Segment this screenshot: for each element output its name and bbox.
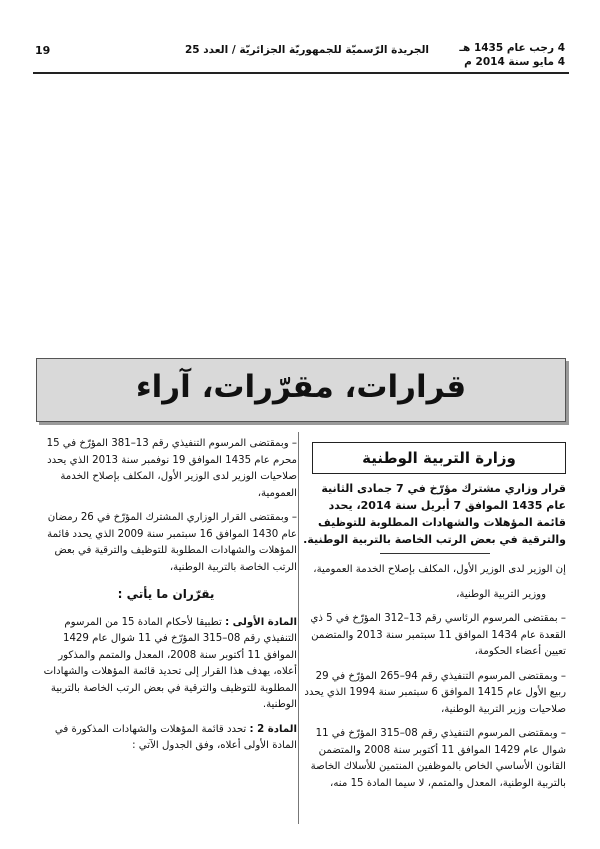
header-divider <box>33 72 569 74</box>
right-column-body <box>300 562 566 800</box>
journal-title: الجريدة الرّسميّة للجمهوريّة الجزائريّة / العدد 25 <box>185 44 429 56</box>
article-2 <box>35 722 297 755</box>
preamble-paragraph: – وبمقتضى المرسوم التنفيذي رقم 13–381 المؤرّخ في 15 محرم عام 1435 الموافق 19 نوفمبر سنة 2013 الذي يحدد صلاحيات الوزير لدى الوزير الأول، المكلف بإصلاح الخدمة العمومية، <box>46 438 297 499</box>
ministry-box <box>312 442 566 474</box>
preamble-paragraph: ووزير التربية الوطنية، <box>456 588 546 600</box>
section-title: قرارات، مقرّرات، آراء <box>135 369 467 405</box>
ministry-title: وزارة التربية الوطنية <box>362 449 516 467</box>
article-2-label: المادة 2 : <box>249 723 297 735</box>
article-1-text: تطبيقا لأحكام المادة 15 من المرسوم التنفيذي رقم 08–315 المؤرّخ في 11 شوال عام 1429 الموافق 11 أكتوبر سنة 2008، المعدل والمتمم والمذكور أعلاه، يهدف هذا القرار إلى تحديد قائمة المؤهلات والشهادات المطلوبة للتوظيف والترقية في بعض الرتب الخاصة بالتربية الوطنية. <box>43 616 297 710</box>
article-1 <box>35 615 297 714</box>
preamble-paragraph: إن الوزير لدى الوزير الأول، المكلف بإصلاح الخدمة العمومية، <box>313 564 566 575</box>
preamble-paragraph: – وبمقتضى القرار الوزاري المشترك المؤرّخ في 26 رمضان عام 1430 الموافق 16 سبتمبر سنة 2009 الذي يحدد قائمة المؤهلات والشهادات المطلوبة للتوظيف والترقية في بعض الرتب الخاصة بالتربية الوطنية، <box>47 512 297 573</box>
section-banner <box>36 358 566 422</box>
date-gregorian: 4 مايو سنة 2014 م <box>464 56 565 68</box>
left-column-body <box>35 436 297 763</box>
preamble-paragraph: – وبمقتضى المرسوم التنفيذي رقم 08–315 المؤرّخ في 11 شوال عام 1429 الموافق 11 أكتوبر سنة 2008 والمتضمن القانون الأساسي الخاص بالموظفين المنتمين للأسلاك الخاصة بالتربية الوطنية، المعدل والمتمم، لا سيما المادة 15 منه، <box>310 728 566 789</box>
preamble-paragraph: – وبمقتضى المرسوم التنفيذي رقم 94–265 المؤرّخ في 29 ربيع الأول عام 1415 الموافق 6 سبتمبر سنة 1994 الذي يحدد صلاحيات وزير التربية الوطنية، <box>304 670 566 715</box>
column-divider <box>298 432 299 824</box>
date-hijri: 4 رجب عام 1435 هـ <box>459 42 565 54</box>
preamble-paragraph: – بمقتضى المرسوم الرئاسي رقم 13–312 المؤرّخ في 5 ذي القعدة عام 1434 الموافق 11 سبتمبر سنة 2013 والمتضمن تعيين أعضاء الحكومة، <box>310 613 566 657</box>
page-header <box>35 40 565 76</box>
decree-heading: يقرّران ما يأتي : <box>117 587 215 601</box>
decision-separator <box>380 553 490 554</box>
decision-title: قرار وزاري مشترك مؤرّخ في 7 جمادى الثانية عام 1435 الموافق 7 أبريل سنة 2014، يحدد قائمة المؤهلات والشهادات المطلوبة للتوظيف والترقية في بعض الرتب الخاصة بالتربية الوطنية. <box>303 482 566 546</box>
article-2-text: تحدد قائمة المؤهلات والشهادات المذكورة في المادة الأولى أعلاه، وفق الجدول الآتي : <box>54 723 297 751</box>
article-1-label: المادة الأولى : <box>225 616 297 628</box>
page-number: 19 <box>35 44 51 57</box>
